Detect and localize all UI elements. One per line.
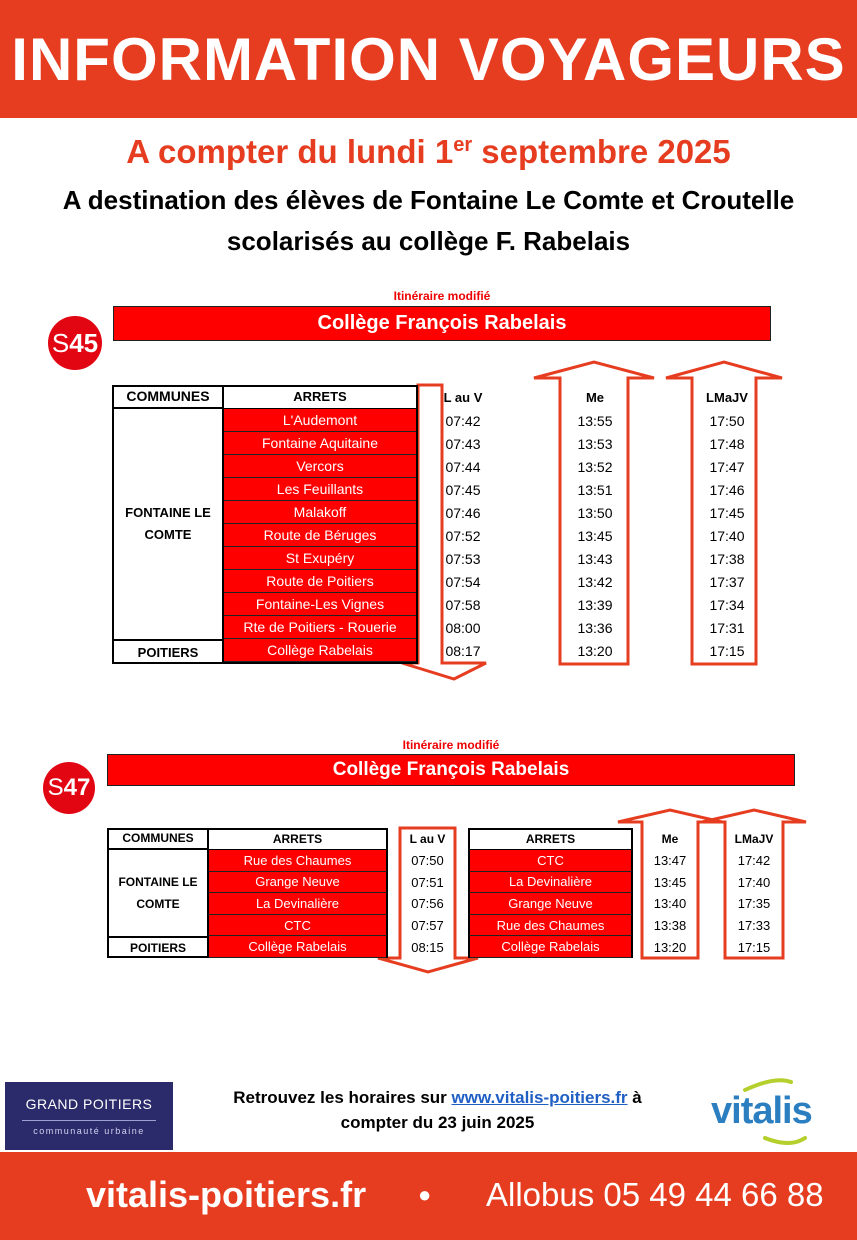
s45-time-lmajv: 17:47: [709, 458, 745, 475]
s45-stop: L'Audemont: [224, 409, 416, 432]
vitalis-logo: [705, 1076, 835, 1150]
s45-time-me: 13:42: [577, 573, 613, 590]
s45-time-me: 13:50: [577, 504, 613, 521]
s47-time-lauv: 07:57: [411, 918, 444, 934]
s47-stop-back-list: [470, 850, 631, 958]
s45-time-lmajv: 17:37: [709, 573, 745, 590]
s45-time-lmajv: 17:50: [709, 412, 745, 429]
info-date: compter du 23 juin 2025: [340, 1113, 535, 1132]
schedule-info: [180, 1085, 695, 1135]
footer-separator: ●: [418, 1182, 432, 1207]
s47-time-me: 13:40: [653, 896, 687, 912]
s45-stop: Vercors: [224, 455, 416, 478]
s47-time-me: 13:45: [653, 874, 687, 890]
s47-stop-out: CTC: [209, 915, 386, 937]
s45-time-lmajv: 17:34: [709, 596, 745, 613]
s45-time-me: 13:53: [577, 435, 613, 452]
s47-time-lmajv: 17:40: [737, 874, 771, 890]
s45-time-lmajv: 17:48: [709, 435, 745, 452]
page-title: INFORMATION VOYAGEURS: [11, 25, 846, 93]
s47-me-times: [642, 850, 698, 958]
s47-time-lmajv: 17:42: [737, 853, 771, 869]
s47-time-lmajv: 17:15: [737, 939, 771, 955]
s47-stop-out: Collège Rabelais: [209, 936, 386, 958]
s45-time-me: 13:20: [577, 642, 613, 659]
s45-time-lauv: 07:43: [445, 435, 481, 452]
date-sup: er: [453, 134, 473, 156]
s47-lmajv-times: [725, 850, 783, 958]
s47-stop-out: Rue des Chaumes: [209, 850, 386, 872]
s45-time-me: 13:51: [577, 481, 613, 498]
s47-stop-out-list: [209, 850, 386, 958]
s47-lauv-times: [400, 850, 455, 958]
s47-time-lauv: 07:51: [411, 874, 444, 890]
s45-time-me: 13:43: [577, 550, 613, 567]
s45-time-lauv: 07:46: [445, 504, 481, 521]
s45-time-lauv: 08:00: [445, 619, 481, 636]
s45-header-communes: COMMUNES: [112, 385, 224, 409]
s45-stop: Malakoff: [224, 501, 416, 524]
s47-stop-back: Rue des Chaumes: [470, 915, 631, 937]
s45-destination: Collège François Rabelais: [317, 312, 567, 334]
destination-line-2: scolarisés au collège F. Rabelais: [226, 226, 631, 256]
grand-poitiers-name: GRAND POITIERS: [25, 1096, 153, 1112]
s47-stop-back: Grange Neuve: [470, 893, 631, 915]
s45-time-me: 13:52: [577, 458, 613, 475]
s45-badge-letter: S: [51, 327, 70, 358]
s45-header-lauv: L au V: [443, 389, 483, 405]
s47-commune-poitiers: POITIERS: [107, 936, 209, 958]
footer-allobus: Allobus 05 49 44 66 88: [486, 1176, 824, 1213]
s45-stop: Route de Poitiers: [224, 570, 416, 593]
s45-time-lauv: 07:54: [445, 573, 481, 590]
s45-header-lmajv: LMaJV: [706, 389, 748, 405]
s45-time-me: 13:39: [577, 596, 613, 613]
s47-badge-letter: S: [47, 774, 64, 801]
grand-poitiers-logo: [5, 1082, 173, 1150]
s45-time-me: 13:45: [577, 527, 613, 544]
s45-time-me: 13:55: [577, 412, 613, 429]
s45-stop: Fontaine Aquitaine: [224, 432, 416, 455]
s45-stop: Route de Béruges: [224, 524, 416, 547]
s45-stop: St Exupéry: [224, 547, 416, 570]
s47-stop-back: La Devinalière: [470, 872, 631, 894]
s45-stop: Rte de Poitiers - Rouerie: [224, 616, 416, 639]
s47-time-lmajv: 17:33: [737, 918, 771, 934]
s47-header-arrets-2: ARRETS: [468, 828, 633, 850]
info-text-after: à: [627, 1088, 642, 1107]
s45-header-me: Me: [585, 389, 605, 405]
s47-itineraire-note: Itinéraire modifié: [402, 738, 500, 752]
page-footer: [0, 1152, 857, 1240]
s47-stop-out: Grange Neuve: [209, 872, 386, 894]
s45-time-lauv: 07:45: [445, 481, 481, 498]
s47-time-me: 13:20: [653, 939, 687, 955]
vitalis-website-link[interactable]: www.vitalis-poitiers.fr: [451, 1088, 628, 1107]
s45-time-lauv: 07:52: [445, 527, 481, 544]
s47-time-lauv: 07:50: [411, 853, 444, 869]
s45-time-lmajv: 17:45: [709, 504, 745, 521]
s45-time-lmajv: 17:31: [709, 619, 745, 636]
s45-stop: Les Feuillants: [224, 478, 416, 501]
s47-destination: Collège François Rabelais: [332, 759, 570, 780]
destination-line-1: A destination des élèves de Fontaine Le Comte et Croutelle: [62, 185, 795, 215]
s45-itineraire-note: Itinéraire modifié: [393, 289, 491, 303]
date-prefix: A compter du lundi 1: [126, 133, 454, 170]
s47-badge-number: 47: [63, 774, 91, 801]
s47-commune-fontaine: FONTAINE LE COMTE: [118, 875, 198, 911]
grand-poitiers-divider: [22, 1120, 156, 1121]
s45-badge-number: 45: [69, 327, 99, 358]
s47-stop-back: CTC: [470, 850, 631, 872]
s45-time-lauv: 07:58: [445, 596, 481, 613]
s45-commune-fontaine: FONTAINE LE COMTE: [125, 505, 211, 542]
s45-stop: Collège Rabelais: [224, 639, 416, 662]
s45-time-lauv: 08:17: [445, 642, 481, 659]
s47-header-communes: COMMUNES: [107, 828, 209, 850]
grand-poitiers-sub: communauté urbaine: [33, 1126, 145, 1136]
s47-stop-out: La Devinalière: [209, 893, 386, 915]
s45-time-lmajv: 17:40: [709, 527, 745, 544]
s45-commune-poitiers: POITIERS: [112, 639, 224, 664]
s47-header-lmajv: LMaJV: [734, 832, 774, 846]
s45-time-lmajv: 17:15: [709, 642, 745, 659]
s45-header-arrets: ARRETS: [222, 385, 418, 409]
s47-header-me: Me: [661, 832, 679, 846]
s47-time-me: 13:38: [653, 918, 687, 934]
s45-time-lauv: 07:53: [445, 550, 481, 567]
s47-time-lauv: 08:15: [411, 939, 444, 955]
info-text: Retrouvez les horaires sur: [233, 1088, 452, 1107]
vitalis-wordmark: vitalis: [711, 1090, 812, 1132]
s47-stop-back: Collège Rabelais: [470, 936, 631, 958]
s47-header-arrets: ARRETS: [207, 828, 388, 850]
footer-site: vitalis-poitiers.fr: [86, 1174, 367, 1215]
s47-time-me: 13:47: [653, 853, 687, 869]
s45-time-me: 13:36: [577, 619, 613, 636]
s47-time-lmajv: 17:35: [737, 896, 771, 912]
s45-time-lmajv: 17:46: [709, 481, 745, 498]
s47-header-lauv: L au V: [409, 832, 446, 846]
s45-stop: Fontaine-Les Vignes: [224, 593, 416, 616]
s45-time-lmajv: 17:38: [709, 550, 745, 567]
date-suffix: septembre 2025: [472, 133, 731, 170]
s47-time-lauv: 07:56: [411, 896, 444, 912]
s45-time-lauv: 07:44: [445, 458, 481, 475]
s45-time-lauv: 07:42: [445, 412, 481, 429]
